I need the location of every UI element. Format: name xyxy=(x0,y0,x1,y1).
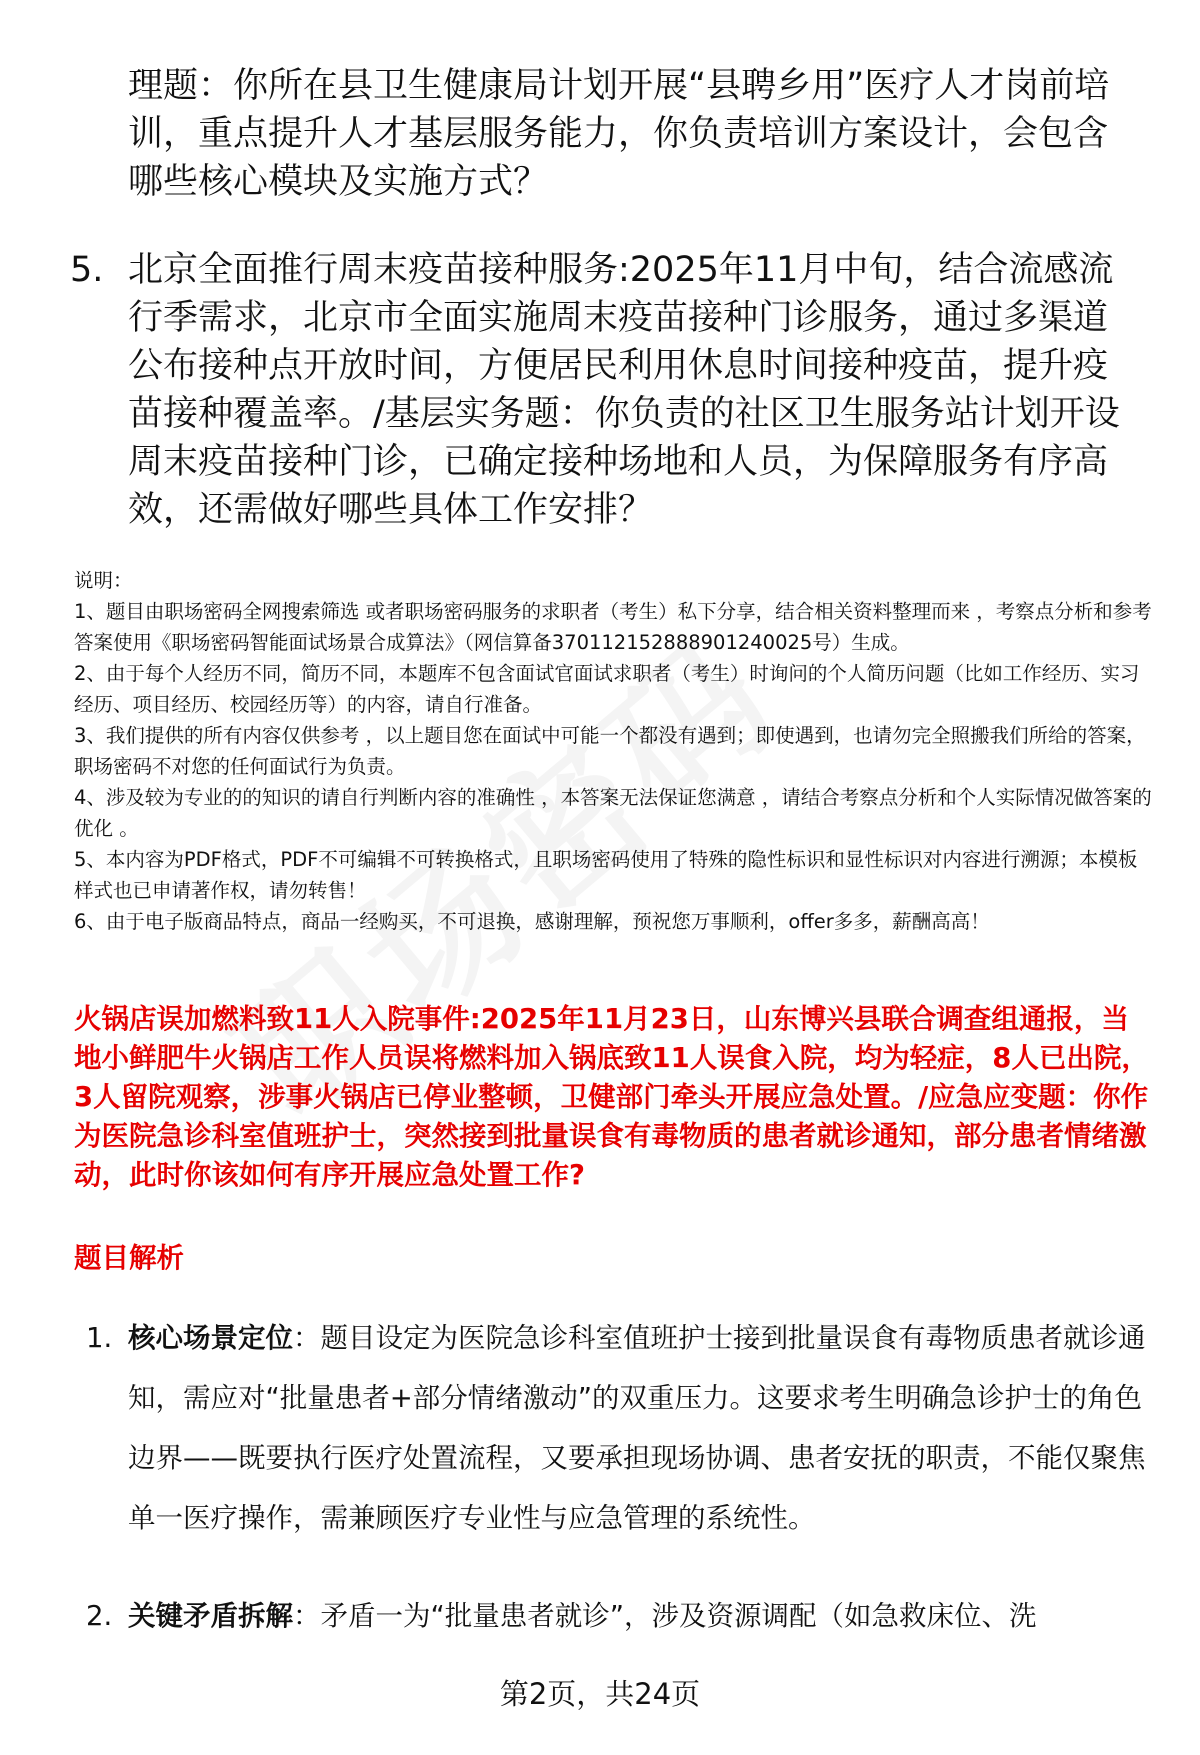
notes-title: 说明： xyxy=(74,569,133,592)
note-item-3: 3、我们提供的所有内容仅供参考 ，以上题目您在面试中可能一个都没有遇到；即使遇到，也请勿完全照搬我们所给的答案，职场密码不对您的任何面试行为负责。 xyxy=(74,724,1146,778)
analysis-item-2-text: ：矛盾一为“批量患者就诊”，涉及资源调配（如急救床位、洗 xyxy=(293,1600,1037,1632)
note-item-1: 1、题目由职场密码全网搜索筛选 或者职场密码服务的求职者（考生）私下分享，结合相关资料整理而来 ，考察点分析和参考答案使用《职场密码智能面试场景合成算法》（网信算备370112152888901240025号）生成。 xyxy=(74,600,1152,654)
question-5-number: 5. xyxy=(70,250,104,290)
notes-section xyxy=(74,565,1154,937)
main-question: 火锅店误加燃料致11人入院事件:2025年11月23日，山东博兴县联合调查组通报，当地小鲜肥牛火锅店工作人员误将燃料加入锅底致11人误食入院，均为轻症，8人已出院，3人留院观察，涉事火锅店已停业整顿，卫健部门牵头开展应急处置。/应急应变题：你作为医院急诊科室值班护士，突然接到批量误食有毒物质的患者就诊通知，部分患者情绪激动，此时你该如何有序开展应急处置工作? xyxy=(74,1003,1149,1191)
question-continuation: 理题：你所在县卫生健康局计划开展“县聘乡用”医疗人才岗前培训，重点提升人才基层服务能力，你负责培训方案设计，会包含哪些核心模块及实施方式？ xyxy=(128,66,1110,202)
note-item-2: 2、由于每个人经历不同，简历不同，本题库不包含面试官面试求职者（考生）时询问的个人简历问题（比如工作经历、实习经历、项目经历、校园经历等）的内容，请自行准备。 xyxy=(74,662,1140,716)
analysis-heading: 题目解析 xyxy=(74,1242,184,1274)
analysis-item-1-text: ：题目设定为医院急诊科室值班护士接到批量误食有毒物质患者就诊通知，需应对“批量患者+部分情绪激动”的双重压力。这要求考生明确急诊护士的角色边界——既要执行医疗处置流程，又要承担现场协调、患者安抚的职责，不能仅聚焦单一医疗操作，需兼顾医疗专业性与应急管理的系统性。 xyxy=(128,1322,1146,1534)
question-5-text: 北京全面推行周末疫苗接种服务:2025年11月中旬，结合流感流行季需求，北京市全面实施周末疫苗接种门诊服务，通过多渠道公布接种点开放时间，方便居民利用休息时间接种疫苗，提升疫苗接种覆盖率。/基层实务题：你负责的社区卫生服务站计划开设周末疫苗接种门诊，已确定接种场地和人员，为保障服务有序高效，还需做好哪些具体工作安排？ xyxy=(128,250,1120,530)
analysis-item-2-number: 2. xyxy=(86,1600,113,1632)
analysis-item-1-number: 1. xyxy=(86,1322,113,1354)
note-item-6: 6、由于电子版商品特点，商品一经购买，不可退换，感谢理解，预祝您万事顺利，offer多多，薪酬高高！ xyxy=(74,910,990,933)
analysis-item-1-body xyxy=(128,1308,1158,1548)
analysis-item-2-body xyxy=(128,1586,1158,1646)
page-footer: 第2页，共24页 xyxy=(499,1677,701,1711)
note-item-4: 4、涉及较为专业的的知识的请自行判断内容的准确性 ，本答案无法保证您满意 ，请结合考察点分析和个人实际情况做答案的优化 。 xyxy=(74,786,1152,840)
note-item-5: 5、本内容为PDF格式，PDF不可编辑不可转换格式，且职场密码使用了特殊的隐性标识和显性标识对内容进行溯源；本模板样式也已申请著作权，请勿转售！ xyxy=(74,848,1138,902)
analysis-item-1-title: 核心场景定位 xyxy=(128,1322,293,1354)
analysis-item-2-title: 关键矛盾拆解 xyxy=(128,1600,293,1632)
